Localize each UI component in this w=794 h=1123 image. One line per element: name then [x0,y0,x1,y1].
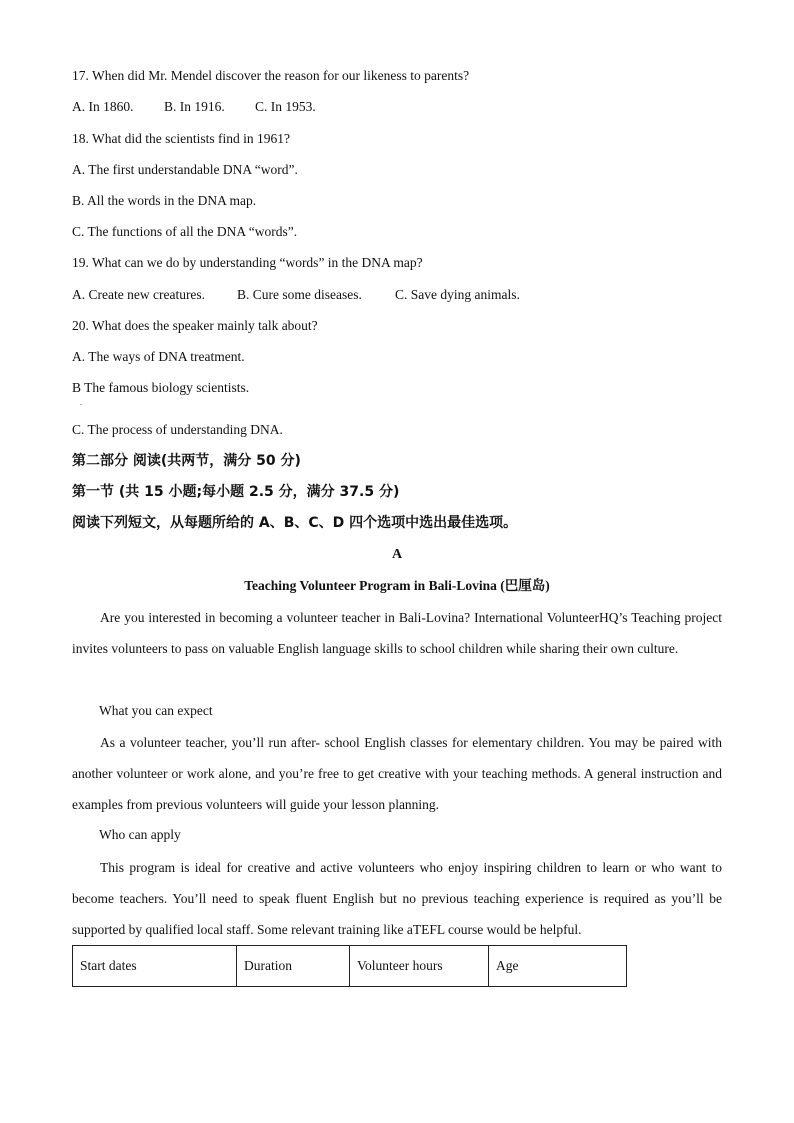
header-volunteer-hours: Volunteer hours [350,946,489,987]
option-a: A. In 1860. [72,99,134,114]
program-info-table [72,945,627,987]
passage-intro [72,602,722,664]
question-19-stem: 19. What can we do by understanding “words” in the DNA map? [72,255,423,270]
expect-heading: What you can expect [99,703,213,718]
question-20-option-b: B The famous biology scientists. [72,380,250,395]
passage-expect [72,727,722,820]
question-18-option-b: B. All the words in the DNA map. [72,193,257,208]
instruction: 阅读下列短文，从每题所给的 A、B、C、D 四个选项中选出最佳选项。 [72,515,518,531]
header-duration: Duration [237,946,350,987]
passage-title: Teaching Volunteer Program in Bali-Lovina (巴厘岛) [244,578,550,593]
question-20-option-c: C. The process of understanding DNA. [72,422,283,437]
intro-text: Are you interested in becoming a volunteer teacher in Bali-Lovina? International VolunteerHQ’s Teaching project invites volunteers to pass on valuable English language skills to school children while sharing their own culture. [72,610,722,656]
option-a: A. Create new creatures. [72,287,206,302]
question-18-option-a: A. The first understandable DNA “word”. [72,162,298,177]
expect-text: As a volunteer teacher, you’ll run after- school English classes for elementary children. You may be paired with another volunteer or work alone, and you’re free to get creative with your teaching methods. A general instruction and examples from previous volunteers will guide your lesson planning. [72,735,722,812]
stray-mark: . [80,398,82,407]
question-17-options [72,99,316,115]
option-b: B. Cure some diseases. [237,287,362,302]
apply-text: This program is ideal for creative and active volunteers who enjoy inspiring children to learn or who want to become teachers. You’ll need to speak fluent English but no previous teaching experience is required as you’ll be supported by qualified local staff. Some relevant training like aTEFL course would be helpful. [72,860,722,937]
question-20-stem: 20. What does the speaker mainly talk about? [72,318,318,333]
passage-apply [72,852,722,945]
question-20-option-a: A. The ways of DNA treatment. [72,349,245,364]
question-19-options [72,287,520,303]
header-start-dates: Start dates [73,946,237,987]
header-age: Age [489,946,627,987]
question-17-stem: 17. When did Mr. Mendel discover the reason for our likeness to parents? [72,68,470,83]
question-18-option-c: C. The functions of all the DNA “words”. [72,224,298,239]
option-c: C. In 1953. [255,99,316,114]
question-18-stem: 18. What did the scientists find in 1961? [72,131,290,146]
table-row [73,946,627,987]
apply-heading: Who can apply [99,827,181,842]
option-c: C. Save dying animals. [395,287,520,302]
sub-heading: 第一节 (共 15 小题;每小题 2.5 分，满分 37.5 分) [72,484,400,500]
option-b: B. In 1916. [164,99,225,114]
passage-letter: A [391,547,403,562]
part-heading: 第二部分 阅读(共两节，满分 50 分) [72,453,301,469]
